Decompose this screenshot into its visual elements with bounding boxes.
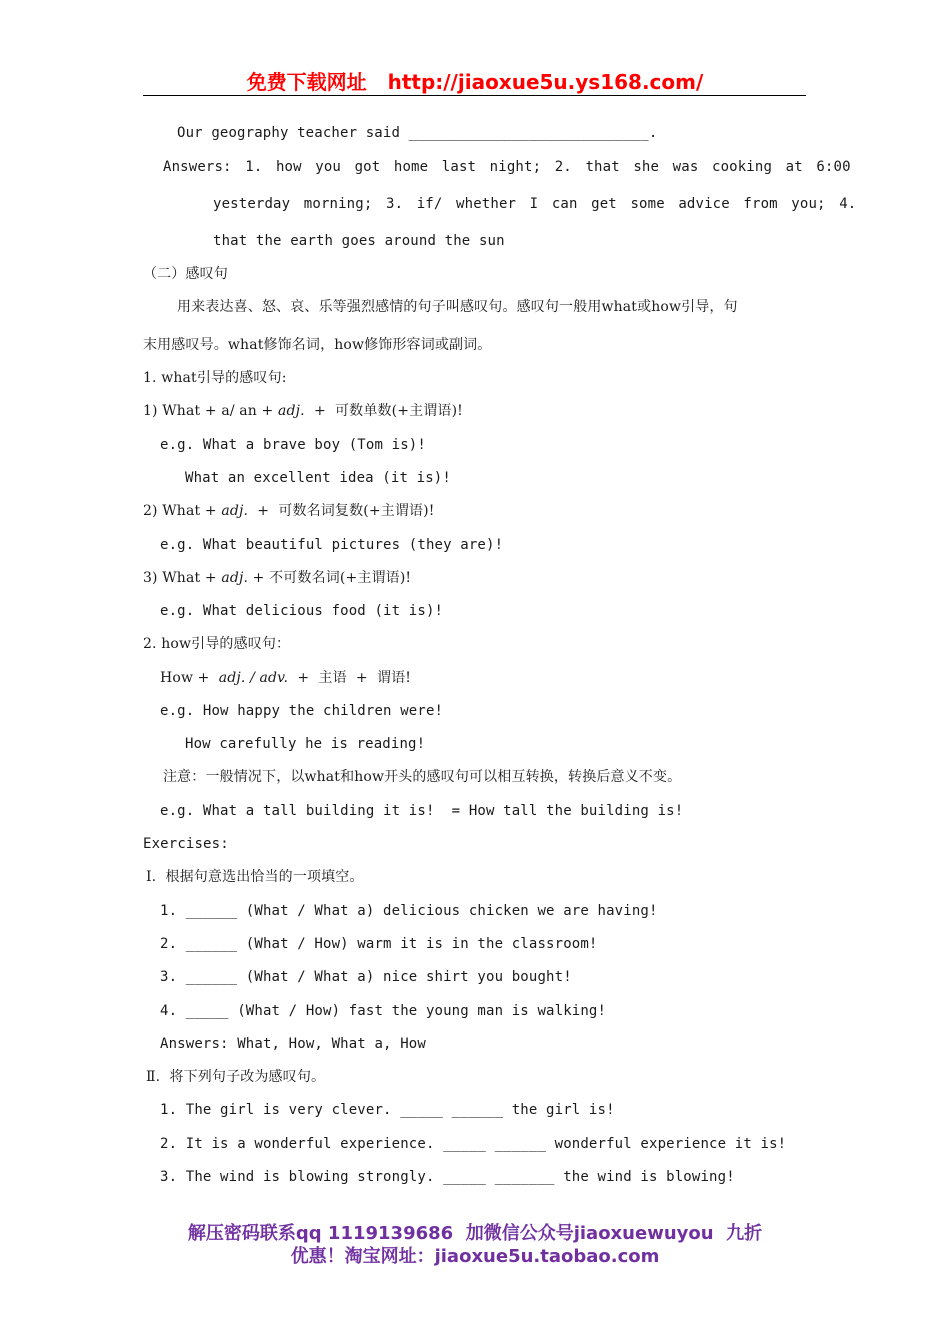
rule-1-end: + 可数单数(+主谓语)! bbox=[304, 403, 463, 419]
note-line: 注意：一般情况下，以what和how开头的感叹句可以相互转换，转换后意义不变。 bbox=[163, 769, 682, 785]
exercise-section-2-title: Ⅱ. 将下列句子改为感叹句。 bbox=[146, 1069, 326, 1085]
rule-1 bbox=[143, 402, 463, 420]
exercise-1-item-1: 1. ______ (What / What a) delicious chicken we are having! bbox=[160, 903, 658, 919]
example-1b: What an excellent idea (it is)! bbox=[185, 470, 451, 486]
exercise-2-item-2: 2. It is a wonderful experience. _____ ______ wonderful experience it is! bbox=[160, 1136, 787, 1152]
rule-2-end: + 可数名词复数(+主谓语)! bbox=[248, 503, 435, 519]
how-rule-adj-adv: adj. / adv. bbox=[218, 670, 289, 686]
intro-paragraph-line-2: 末用感叹号。what修饰名词，how修饰形容词或副词。 bbox=[143, 337, 492, 353]
exercise-1-answers: Answers: What, How, What a, How bbox=[160, 1036, 426, 1052]
header-divider bbox=[143, 95, 806, 96]
example-how-2: How carefully he is reading! bbox=[185, 736, 426, 752]
what-heading: 1. what引导的感叹句: bbox=[143, 370, 287, 386]
header-url[interactable]: http://jiaoxue5u.ys168.com/ bbox=[387, 70, 704, 94]
rule-3-end: + 不可数名词(+主谓语)! bbox=[248, 570, 412, 586]
answers-line-1: Answers: 1. how you got home last night; 2. that she was cooking at 6:00 bbox=[163, 159, 851, 175]
exercise-2-item-3: 3. The wind is blowing strongly. _____ _______ the wind is blowing! bbox=[160, 1169, 735, 1185]
exercises-heading: Exercises: bbox=[143, 836, 229, 852]
rule-1-adj: adj. bbox=[278, 403, 305, 419]
rule-1-start: 1) What + a/ an + bbox=[143, 403, 279, 419]
exercise-1-item-2: 2. ______ (What / How) warm it is in the classroom! bbox=[160, 936, 598, 952]
rule-2-start: 2) What + bbox=[143, 503, 222, 519]
rule-3-start: 3) What + bbox=[143, 570, 222, 586]
footer-line-2[interactable]: 优惠！淘宝网址：jiaoxue5u.taobao.com bbox=[290, 1246, 660, 1267]
answers-line-2: yesterday morning; 3. if/ whether I can get some advice from you; 4. bbox=[213, 196, 857, 212]
rule-3-adj: adj. bbox=[221, 570, 249, 586]
rule-2 bbox=[143, 502, 435, 520]
exercise-section-1-title: Ⅰ. 根据句意选出恰当的一项填空。 bbox=[146, 869, 364, 885]
example-1a: e.g. What a brave boy (Tom is)! bbox=[160, 437, 426, 453]
exercise-1-item-3: 3. ______ (What / What a) nice shirt you bought! bbox=[160, 969, 572, 985]
example-3: e.g. What delicious food (it is)! bbox=[160, 603, 444, 619]
header-label: 免费下载网址 bbox=[246, 70, 367, 94]
example-how-1: e.g. How happy the children were! bbox=[160, 703, 444, 719]
example-2: e.g. What beautiful pictures (they are)! bbox=[160, 537, 504, 553]
exercise-sentence: Our geography teacher said ____________________________. bbox=[177, 125, 658, 141]
page-header bbox=[0, 66, 950, 95]
intro-paragraph-line-1: 用来表达喜、怒、哀、乐等强烈感情的句子叫感叹句。感叹句一般用what或how引导，句 bbox=[177, 299, 738, 315]
footer-line-1: 解压密码联系qq 1119139686 加微信公众号jiaoxuewuyou 九折 bbox=[187, 1223, 763, 1244]
rule-3 bbox=[143, 569, 411, 587]
section-heading-exclamatory: （二）感叹句 bbox=[143, 266, 228, 282]
how-heading: 2. how引导的感叹句： bbox=[143, 636, 291, 652]
exercise-2-item-1: 1. The girl is very clever. _____ ______ the girl is! bbox=[160, 1102, 615, 1118]
how-rule-end: + 主语 + 谓语! bbox=[288, 670, 412, 686]
rule-2-adj: adj. bbox=[221, 503, 249, 519]
exercise-1-item-4: 4. _____ (What / How) fast the young man is walking! bbox=[160, 1003, 607, 1019]
how-rule-start: How + bbox=[160, 670, 219, 686]
example-conversion: e.g. What a tall building it is! = How tall the building is! bbox=[160, 803, 684, 819]
how-rule bbox=[160, 669, 411, 687]
answers-line-3: that the earth goes around the sun bbox=[213, 233, 505, 249]
